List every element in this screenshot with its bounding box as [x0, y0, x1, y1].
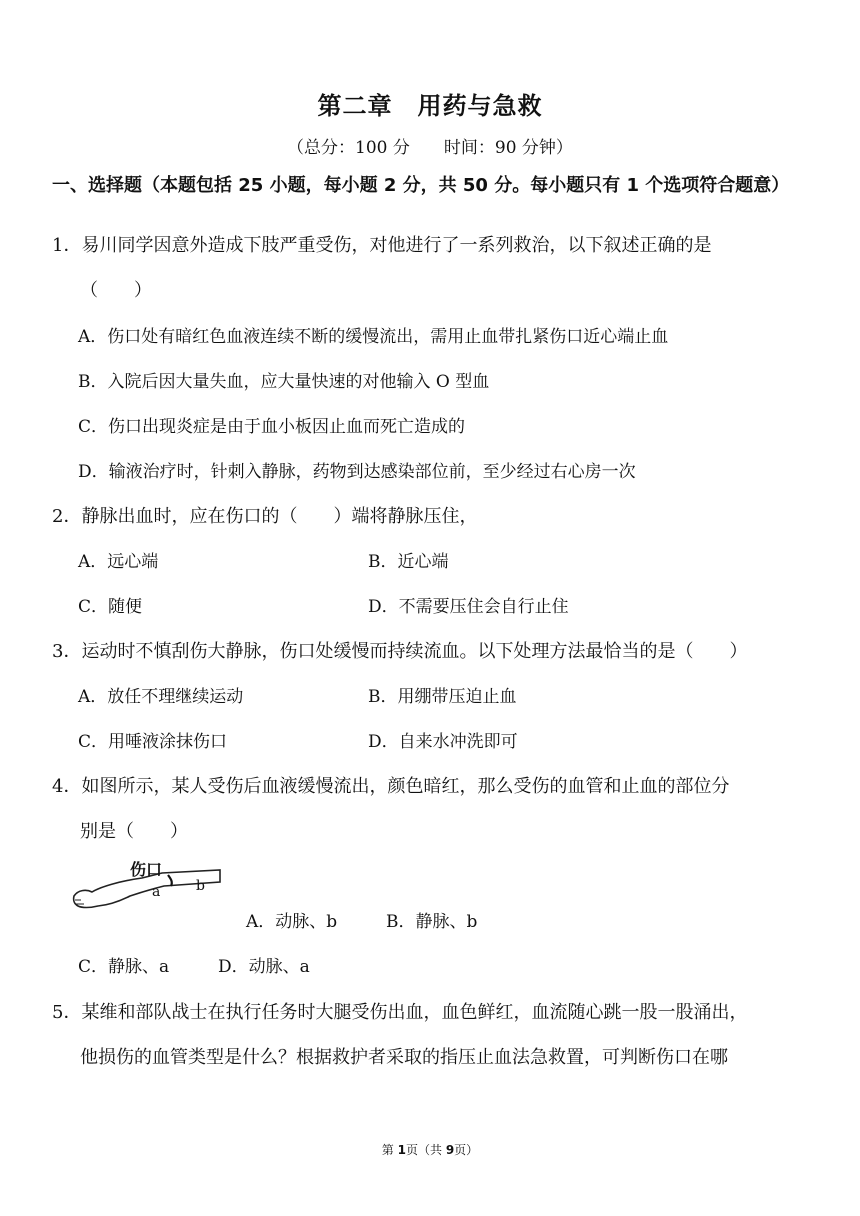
question-5-line-1: 5．某维和部队战士在执行任务时大腿受伤出血，血色鲜红，血流随心跳一股一股涌出， — [52, 1002, 748, 1023]
question-4-option-b: B．静脉、b — [386, 912, 478, 932]
question-1-bracket: （ ） — [80, 280, 152, 301]
question-4-option-c: C．静脉、a — [78, 957, 170, 977]
leg-wound-figure — [72, 856, 222, 912]
question-2-option-b: B．近心端 — [368, 552, 449, 572]
question-1-option-a: A．伤口处有暗红色血液连续不断的缓慢流出，需用止血带扎紧伤口近心端止血 — [78, 327, 669, 347]
wound-label: 伤口 — [130, 860, 163, 879]
question-3-option-b: B．用绷带压迫止血 — [368, 687, 517, 707]
footer-middle: 页（共 — [405, 1143, 446, 1157]
question-3-stem: 3．运动时不慎刮伤大静脉，伤口处缓慢而持续流血。以下处理方法最恰当的是（ ） — [52, 641, 748, 662]
page-title: 第二章 用药与急救 — [317, 92, 543, 120]
question-4-stem-continued: 别是（ ） — [80, 821, 188, 842]
footer-total-pages: 9 — [445, 1143, 455, 1157]
exam-info: （总分：100 分 时间：90 分钟） — [287, 138, 573, 158]
question-2-option-d: D．不需要压住会自行止住 — [368, 597, 569, 617]
question-1-option-d: D．输液治疗时，针刺入静脉，药物到达感染部位前，至少经过右心房一次 — [78, 462, 636, 482]
question-3-option-d: D．自来水冲洗即可 — [368, 732, 518, 752]
footer-prefix: 第 — [381, 1143, 398, 1157]
point-b-label: b — [196, 878, 205, 894]
question-5-line-2: 他损伤的血管类型是什么？根据救护者采取的指压止血法急救置，可判断伤口在哪 — [80, 1047, 728, 1068]
question-4-option-d: D．动脉、a — [218, 957, 310, 977]
section-heading: 一、选择题（本题包括 25 小题，每小题 2 分，共 50 分。每小题只有 1 个选项符合题意） — [52, 175, 790, 196]
question-4-stem: 4．如图所示，某人受伤后血液缓慢流出，颜色暗红，那么受伤的血管和止血的部位分 — [52, 776, 730, 797]
question-1-option-c: C．伤口出现炎症是由于血小板因止血而死亡造成的 — [78, 417, 466, 437]
question-2-stem: 2．静脉出血时，应在伤口的（ ）端将静脉压住， — [52, 506, 478, 527]
question-1-stem: 1．易川同学因意外造成下肢严重受伤，对他进行了一系列救治，以下叙述正确的是 — [52, 235, 712, 256]
question-1-option-b: B．入院后因大量失血，应大量快速的对他输入 O 型血 — [78, 372, 490, 392]
question-3-option-c: C．用唾液涂抹伤口 — [78, 732, 228, 752]
question-2-option-c: C．随便 — [78, 597, 143, 617]
wound-mark — [168, 875, 172, 886]
question-3-option-a: A．放任不理继续运动 — [78, 687, 244, 707]
question-4-option-a: A．动脉、b — [246, 912, 338, 932]
footer-suffix: 页） — [454, 1143, 479, 1157]
toes-lines — [75, 900, 84, 904]
point-a-label: a — [152, 884, 161, 900]
page-footer — [0, 1141, 860, 1158]
footer-page-number: 1 — [397, 1143, 406, 1157]
question-2-option-a: A．远心端 — [78, 552, 159, 572]
